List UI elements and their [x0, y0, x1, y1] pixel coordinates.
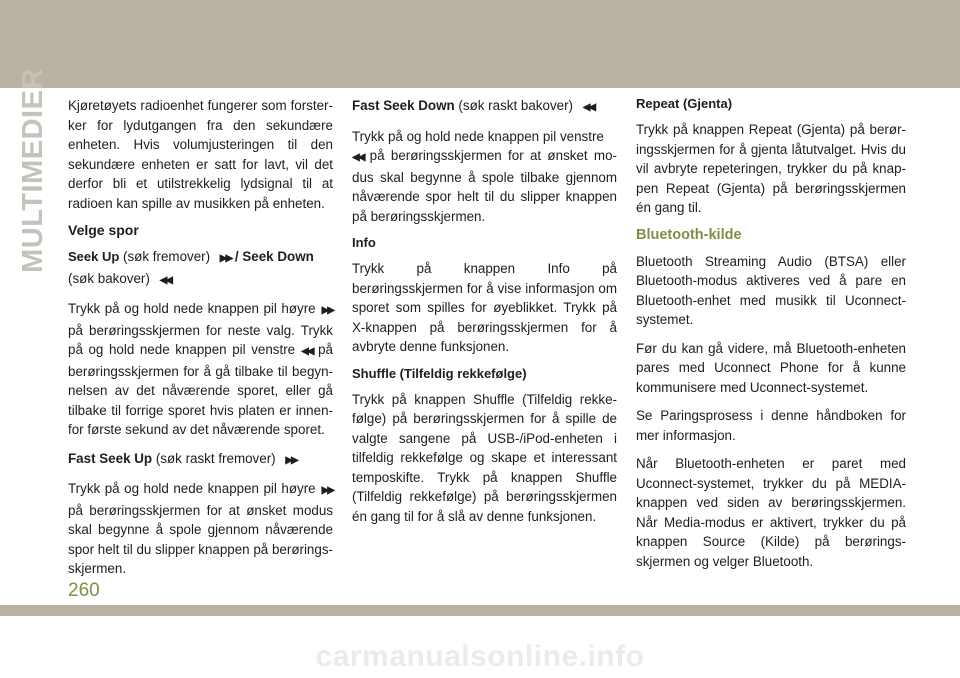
seek-down-desc: (søk bakover) — [68, 270, 154, 286]
repeat-paragraph: Trykk på knappen Repeat (Gjenta) på berøringsskjermen for å gjenta låtutvalget. Hvis du vil avbryte repeteringen, trykker du på knappen Repeat (Gjenta) på berøringsskjermen én gang til. — [636, 122, 906, 215]
column-1 — [68, 96, 333, 588]
footer-band — [0, 605, 960, 616]
page-number: 260 — [68, 580, 100, 601]
skip-back-icon: ◀◀ — [301, 346, 313, 357]
skip-back-icon: ◀◀ — [582, 102, 595, 113]
heading-shuffle: Shuffle (Tilfeldig rekkefølge) — [352, 365, 527, 381]
heading-velge-spor: Velge spor — [68, 222, 139, 238]
bluetooth-paragraph-4: Når Bluetooth-enheten er paret med Uconnect-systemet, trykker du på MEDIA-knappen ved siden av berøringsskjermen. Når Media-modus er aktivert, trykker du på knappen Source (Kilde) på berøringsskjermen og velger Bluetooth. — [636, 456, 906, 569]
fast-seek-up-paragraph: Trykk på og hold nede knappen pil høyre ▶▶ på berøringsskjermen for at ønsket modus skal begynne å spole gjennom nåværende spor helt til du slipper knappen på berøringsskjermen. — [68, 481, 333, 576]
seek-up-label: Seek Up — [68, 249, 120, 264]
fast-seek-down-heading: Fast Seek Down (søk raskt bakover) ◀◀ — [352, 96, 617, 118]
skip-forward-icon: ▶▶ — [321, 305, 333, 316]
fast-seek-down-label: Fast Seek Down — [352, 98, 455, 113]
seek-down-label: / Seek Down — [231, 249, 314, 264]
bluetooth-paragraph-3: Se Paringsprosess i denne håndboken for mer informasjon. — [636, 408, 906, 443]
watermark-text: carmanualsonline.info — [315, 640, 645, 673]
section-side-label: MULTIMEDIER — [16, 67, 49, 273]
fast-seek-up-label: Fast Seek Up — [68, 450, 153, 466]
column-2 — [352, 96, 617, 535]
skip-forward-icon: ▶▶ — [321, 485, 333, 496]
bluetooth-paragraph-1: Bluetooth Streaming Audio (BTSA) eller Bluetooth-modus aktiveres ved å pare en Bluetooth-enhet med musikk til Uconnect-systemet. — [636, 253, 906, 327]
header-band — [0, 0, 960, 88]
heading-info: Info — [352, 235, 376, 250]
fast-seek-up-heading: Fast Seek Up (søk raskt fremover) ▶▶ — [68, 449, 333, 471]
bluetooth-paragraph-2: Før du kan gå videre, må Bluetooth-enheten pares med Uconnect Phone for å kunne kommunisere med Uconnect-systemet. — [636, 340, 906, 395]
info-paragraph: Trykk på knappen Info på berøringsskjermen for å vise informasjon om sporet som spilles for øyeblikket. Trykk på X-knappen på berøringsskjermen for å avbryte denne funksjonen. — [352, 261, 617, 354]
fast-seek-down-paragraph: Trykk på og hold nede knappen pil venstre ◀◀ på berøringsskjermen for at ønsket modus skal begynne å spole tilbake gjennom nåværende spor helt til du slipper knappen på berøringsskjermen. — [352, 128, 617, 224]
skip-forward-icon: ▶▶ — [285, 454, 297, 466]
skip-back-icon: ◀◀ — [159, 274, 171, 286]
heading-repeat: Repeat (Gjenta) — [636, 96, 733, 111]
seek-paragraph: Trykk på og hold nede knappen pil høyre ▶▶ på berøringsskjermen for neste valg. Trykk på og hold nede knappen pil venstre ◀◀ på berøringsskjermen for å gå tilbake til begynnelsen av det nåværende sporet, eller gå tilbake til forrige sporet hvis platen er innenfor første sekund av det nåværende sporet. — [68, 301, 333, 437]
skip-forward-icon: ▶▶ — [219, 253, 232, 264]
seek-heading-line — [68, 247, 333, 290]
shuffle-paragraph: Trykk på knappen Shuffle (Tilfeldig rekkefølge) på berøringsskjermen for å spille de valgte sangene på USB-/iPod-enheten i tilfeldig rekkefølge og skape et interessant temposkifte. Trykk på knappen Shuffle (Tilfeldig rekkefølge) på berøringsskjermen én gang til for å slå av denne funksjonen. — [352, 391, 617, 524]
heading-bluetooth-kilde: Bluetooth-kilde — [636, 226, 742, 243]
skip-back-icon: ◀◀ — [352, 152, 364, 163]
intro-paragraph: Kjøretøyets radioenhet fungerer som forsterker for lydutgangen fra den sekundære enheten. Hvis volumjusteringen til den sekundære enheten er satt for lavt, vil det derfor bli et utilstrekkelig lydsignal til at radioen kan spille av musikken på enheten. — [68, 98, 333, 211]
seek-up-desc: (søk fremover) — [119, 249, 214, 264]
column-3 — [636, 96, 906, 580]
